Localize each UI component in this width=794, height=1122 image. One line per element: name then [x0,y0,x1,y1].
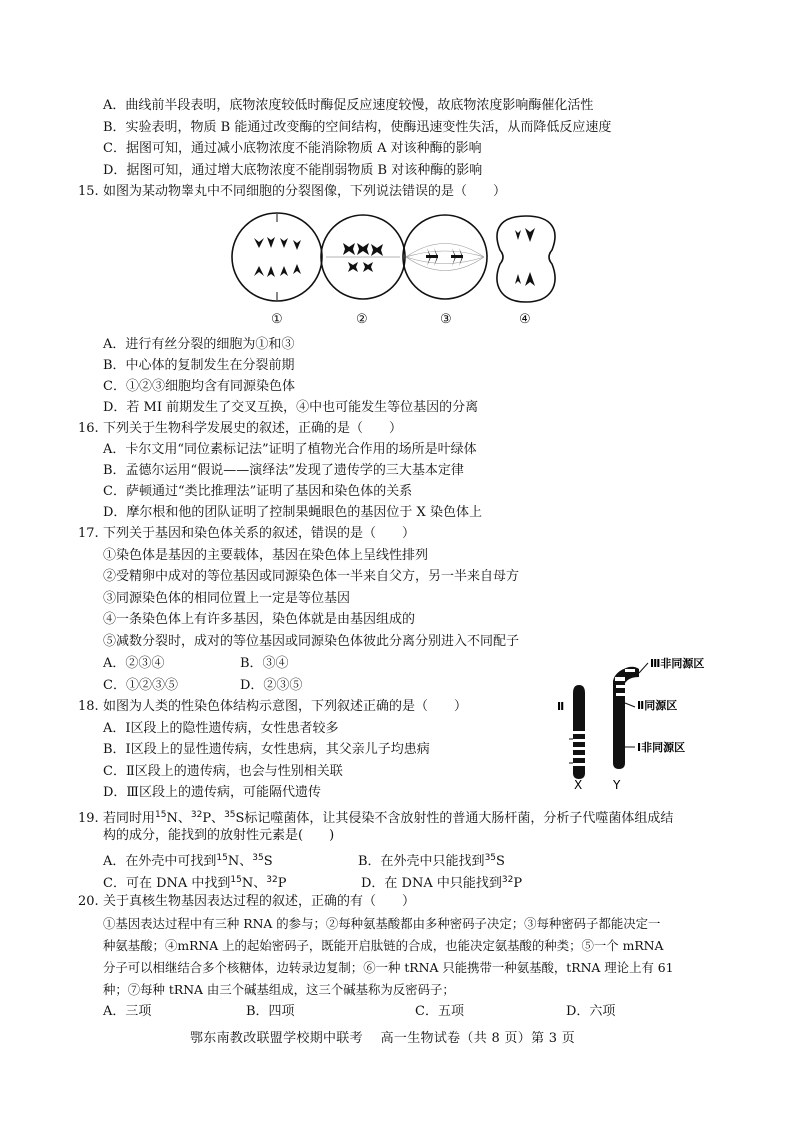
q16-stem-text: 下列关于生物科学发展史的叙述，正确的是（ ） [103,421,403,436]
q17-number: 17. [78,526,99,541]
q19-option-c [103,871,286,893]
q16-option-a: A．卡尔文用“同位素标记法”证明了植物光合作用的场所是叶绿体 [103,442,477,457]
region-2-label: Ⅱ同源区 [637,699,678,712]
q17-statement-4: ④一条染色体上有许多基因，染色体就是由基因组成的 [103,612,416,627]
q18-option-d: D．Ⅲ区段上的遗传病，可能隔代遗传 [103,785,321,800]
q15-stem-text: 如图为某动物睾丸中不同细胞的分裂图像，下列说法错误的是（ ） [103,184,507,199]
cell-label-4: ④ [519,312,531,327]
q20-number: 20. [78,894,99,909]
q19-a-s-mass: 35 [252,853,264,863]
q20-body-3: 分子可以相继结合多个核糖体，边转录边复制；⑥一种 tRNA 只能携带一种氨基酸，tRNA 理论上有 61 [103,960,674,975]
q18-stem [78,698,467,716]
q18-stem-text: 如图为人类的性染色体结构示意图，下列叙述正确的是（ ） [103,699,468,714]
q20-stem [78,893,415,911]
cell-3-image [403,215,487,299]
q19-b-s-mass: 35 [484,853,497,863]
q19-s35-mass: 35 [224,810,236,820]
cell-division-figure [230,210,570,305]
region-1-label: Ⅰ非同源区 [637,741,686,754]
q19-c-n-symbol: N、 [241,876,267,891]
q14-option-b: B．实验表明，物质 B 能通过改变酶的空间结构，使酶迅速变性失活，从而降低反应速度 [103,120,612,135]
sex-chromosome-drawing [555,655,730,790]
q19-a-s-symbol: S [263,854,273,869]
region-2-left-label: Ⅱ [557,700,565,713]
q17-option-a: A．②③④ [103,656,165,671]
q17-statement-3: ③同源染色体的相同位置上一定是等位基因 [103,591,351,606]
q19-stem-c: 构的成分，能找到的放射性元素是( ) [103,828,335,843]
q19-d-text: D．在 DNA 中只能找到 [361,876,502,891]
q16-number: 16. [78,421,99,436]
x-label: X [574,778,583,790]
q17-stem-text: 下列关于基因和染色体关系的叙述，错误的是（ ） [103,526,416,541]
q15-option-d: D．若 MI 前期发生了交叉互换，④中也可能发生等位基因的分离 [103,400,479,415]
q19-n-symbol: N、 [166,811,191,826]
q19-stem-a: 若同时用 [103,811,156,826]
q18-option-c: C．Ⅱ区段上的遗传病，也会与性别相关联 [103,764,343,779]
q19-p-symbol: P、 [202,811,225,826]
q16-option-d: D．摩尔根和他的团队证明了控制果蝇眼色的基因位于 X 染色体上 [103,505,482,520]
q19-b-text: B．在外壳中只能找到 [358,854,485,869]
q20-body-1: ①基因表达过程中有三种 RNA 的参与；②每种氨基酸都由多种密码子决定；③每种密码子都能决定一 [103,916,661,931]
cell-1-image [232,213,322,301]
q19-option-a [103,849,273,871]
q19-b-s-symbol: S [496,854,505,869]
q17-option-c: C．①②③⑤ [103,678,178,693]
cell-label-1: ① [271,312,283,327]
q19-option-b [358,849,505,871]
page-footer: 鄂东南教改联盟学校期中联考 高一生物试卷（共 8 页）第 3 页 [190,1031,576,1046]
q20-option-b: B．四项 [246,1004,295,1019]
q19-a-n-mass: 15 [216,853,228,863]
q19-s-symbol: S [235,811,245,826]
q19-n15-mass: 15 [155,810,167,820]
q18-number: 18. [78,699,99,714]
y-label: Y [613,778,621,790]
q20-body-2: 种氨基酸；④mRNA 上的起始密码子，既能开启肽链的合成，也能决定氨基酸的种类；⑤一个 mRNA [103,938,664,953]
q18-option-a: A．Ⅰ区段上的隐性遗传病，女性患者较多 [103,721,339,736]
q19-c-p-mass: 32 [266,875,278,885]
cell-2-image [321,215,405,299]
q19-stem-b: 标记噬菌体，让其侵染不含放射性的普通大肠杆菌，分析子代噬菌体组成结 [244,811,674,826]
cell-label-3: ③ [440,312,452,327]
q15-option-b: B．中心体的复制发生在分裂前期 [103,358,295,373]
q20-option-a: A．三项 [103,1004,152,1019]
q20-body-4: 种；⑦每种 tRNA 由三个碱基组成，这三个碱基称为反密码子； [103,982,455,997]
q16-stem [78,420,402,438]
q16-option-c: C．萨顿通过“类比推理法”证明了基因和染色体的关系 [103,484,413,499]
q14-option-d: D．据图可知，通过增大底物浓度不能削弱物质 B 对该种酶的影响 [103,163,483,178]
q19-c-p-symbol: P [277,876,287,891]
q14-option-a: A．曲线前半段表明，底物浓度较低时酶促反应速度较慢，故底物浓度影响酶催化活性 [103,98,594,113]
q19-c-n-mass: 15 [230,875,242,885]
q19-c-text: C．可在 DNA 中找到 [103,876,231,891]
q20-option-c: C．五项 [415,1004,464,1019]
q15-number: 15. [78,184,99,199]
q16-option-b: B．孟德尔运用“假说——演绎法”发现了遗传学的三大基本定律 [103,463,464,478]
q17-statement-2: ②受精卵中成对的等位基因或同源染色体一半来自父方，另一半来自母方 [103,569,520,584]
x-chromosome [569,685,585,779]
q19-option-d [361,871,522,893]
sex-chromosome-figure [555,655,730,790]
q14-option-c: C．据图可知，通过减小底物浓度不能消除物质 A 对该种酶的影响 [103,141,482,156]
cell-4-image [497,216,555,302]
y-chromosome [613,667,639,769]
q17-statement-5: ⑤减数分裂时，成对的等位基因或同源染色体彼此分离分别进入不同配子 [103,634,520,649]
q17-option-d: D．②③⑤ [240,678,303,693]
q15-option-a: A．进行有丝分裂的细胞为①和③ [103,337,295,352]
q19-d-p-symbol: P [513,876,523,891]
q15-option-c: C．①②③细胞均含有同源染色体 [103,379,295,394]
q17-option-b: B．③④ [240,656,289,671]
region-3-label: Ⅲ非同源区 [650,657,705,670]
q17-stem [78,525,415,543]
q19-a-n-symbol: N、 [227,854,253,869]
q15-stem [78,183,506,201]
q18-option-b: B．Ⅰ区段上的显性遗传病，女性患病，其父亲儿子均患病 [103,742,430,757]
q20-option-d: D．六项 [566,1004,616,1019]
q19-stem [78,806,673,828]
q19-number: 19. [78,811,99,826]
q17-statement-1: ①染色体是基因的主要载体，基因在染色体上呈线性排列 [103,548,429,563]
q19-a-text: A．在外壳中可找到 [103,854,217,869]
q19-p32-mass: 32 [190,810,203,820]
q19-d-p-mass: 32 [501,875,514,885]
cell-label-2: ② [356,312,368,327]
q20-stem-text: 关于真核生物基因表达过程的叙述，正确的有（ ） [103,894,416,909]
